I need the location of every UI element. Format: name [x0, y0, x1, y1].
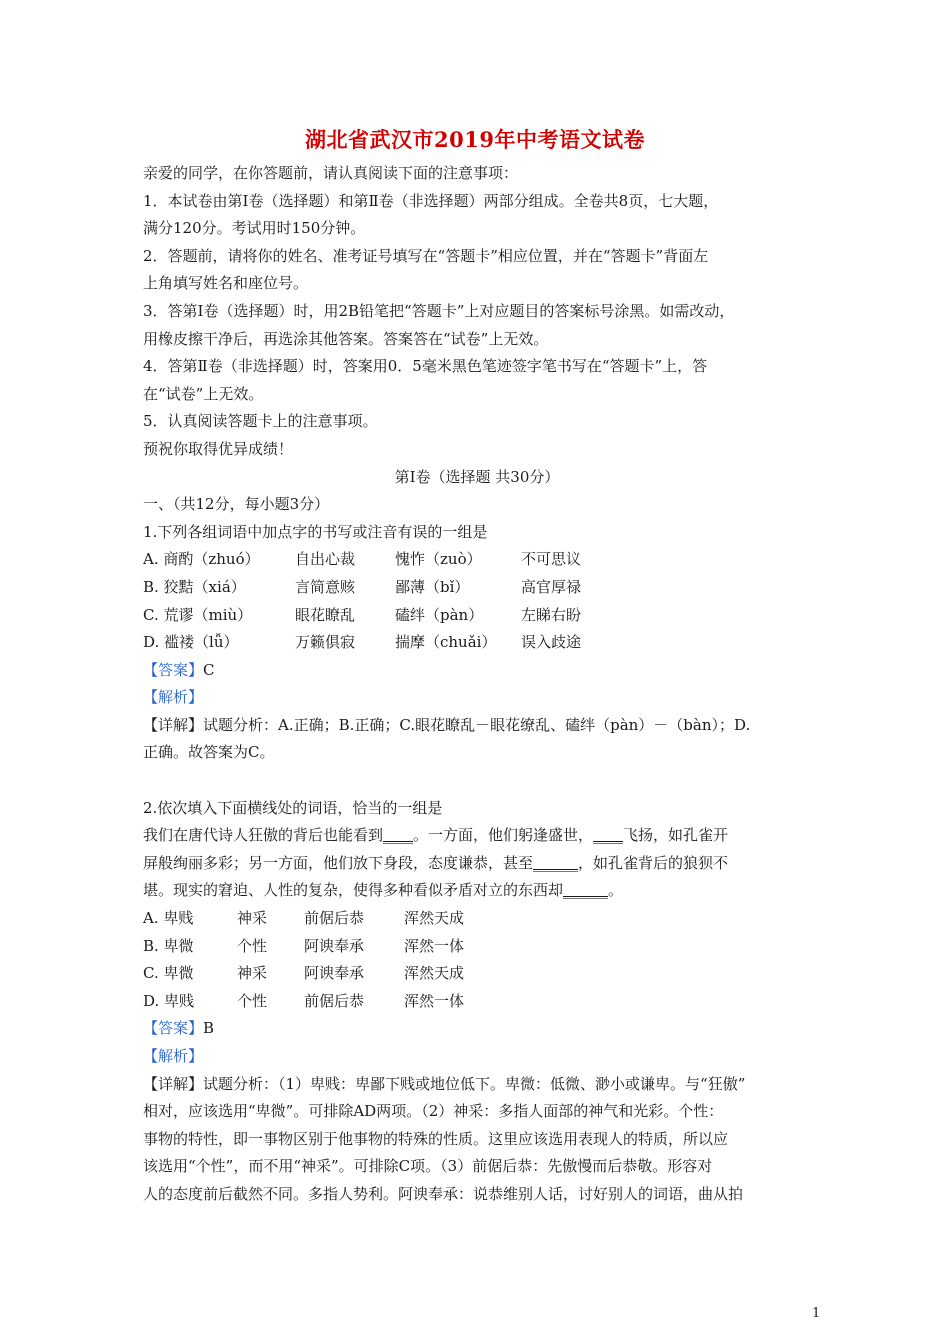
intro-greeting: 亲爱的同学，在你答题前，请认真阅读下面的注意事项：	[143, 164, 519, 182]
question-1-option-b	[143, 574, 811, 602]
option-col: C. 卑微	[143, 964, 194, 983]
option-col: B. 狡黠（xiá）	[143, 577, 246, 596]
intro-closing: 预祝你取得优异成绩！	[143, 439, 294, 458]
passage-text: 我们在唐代诗人狂傲的背后也能看到	[143, 826, 384, 845]
passage-text: 堪。现实的窘迫、人性的复杂，使得多种看似矛盾对立的东西却	[143, 881, 564, 900]
question-2-passage-line	[143, 877, 811, 905]
question-2-detail: 【详解】试题分析：（1）卑贱：卑鄙下贱或地位低下。卑微：低微、渺小或谦卑。与“狂傲”	[143, 1074, 746, 1093]
intro-line: 3．答第Ⅰ卷（选择题）时，用2B铅笔把“答题卡”上对应题目的答案标号涂黑。如需改动，	[143, 301, 735, 320]
blank-4: ______	[563, 881, 609, 900]
question-2-answer	[143, 1015, 811, 1043]
question-2-detail: 事物的特性，即一事物区别于他事物的特殊的性质。这里应该选用表现人的特质，所以应	[143, 1129, 729, 1148]
answer-tag: 【答案】	[143, 1019, 204, 1038]
option-col: A. 商酌（zhuó）	[143, 550, 260, 569]
option-col: 自出心裁	[295, 550, 356, 569]
question-2-analysis-tag: 【解析】	[143, 1047, 204, 1065]
question-1-detail: 正确。故答案为C。	[143, 743, 275, 762]
option-col: 左睇右盼	[521, 605, 582, 624]
question-2-passage-line	[143, 850, 811, 878]
intro-line: 1．本试卷由第Ⅰ卷（选择题）和第Ⅱ卷（非选择题）两部分组成。全卷共8页，七大题，	[143, 191, 719, 210]
question-1-option-a	[143, 546, 811, 574]
question-2-option-b	[143, 933, 811, 961]
option-col: 神采	[237, 909, 268, 928]
option-col: 浑然一体	[404, 936, 465, 955]
question-2-detail: 该选用“个性”，而不用“神采”。可排除C项。（3）前倨后恭：先傲慢而后恭敬。形容对	[143, 1157, 713, 1176]
question-2-option-d	[143, 988, 811, 1016]
blank-1: ____	[383, 826, 414, 845]
passage-text: ，如孔雀背后的狼狈不	[578, 853, 729, 872]
question-1-option-d	[143, 629, 811, 657]
option-col: 浑然一体	[404, 991, 465, 1010]
question-1-detail: 【详解】试题分析：A.正确；B.正确；C.眼花瞭乱－眼花缭乱、磕绊（pàn）－（bàn）；D.	[143, 715, 751, 734]
question-2-detail: 相对，应该选用“卑微”。可排除AD两项。（2）神采：多指人面部的神气和光彩。个性：	[143, 1102, 724, 1121]
option-col: 不可思议	[521, 550, 582, 569]
question-2-option-a	[143, 905, 811, 933]
option-col: 愧怍（zuò）	[395, 550, 482, 569]
option-col: 鄙薄（bǐ）	[395, 577, 470, 596]
question-2-option-c	[143, 960, 811, 988]
option-col: A. 卑贱	[143, 909, 194, 928]
intro-line: 在“试卷”上无效。	[143, 384, 264, 403]
answer-tag: 【答案】	[143, 660, 204, 679]
option-col: 高官厚禄	[521, 577, 582, 596]
passage-text: 飞扬，如孔雀开	[623, 826, 729, 845]
question-2-stem: 2.依次填入下面横线处的词语，恰当的一组是	[143, 798, 443, 817]
option-col: 磕绊（pàn）	[395, 605, 484, 624]
question-1-option-c	[143, 602, 811, 630]
answer-value: B	[203, 1019, 215, 1038]
passage-text: 。一方面，他们躬逢盛世，	[413, 826, 594, 845]
page-title: 湖北省武汉市2019年中考语文试卷	[305, 127, 645, 152]
passage-text: 。	[608, 881, 624, 900]
answer-value: C	[203, 660, 215, 679]
intro-line: 满分120分。考试用时150分钟。	[143, 219, 366, 238]
document-body	[143, 160, 811, 1209]
option-col: D. 卑贱	[143, 991, 195, 1010]
option-col: 浑然天成	[404, 964, 465, 983]
option-col: 浑然天成	[404, 909, 465, 928]
option-col: 神采	[237, 964, 268, 983]
intro-line: 上角填写姓名和座位号。	[143, 274, 309, 293]
option-col: 个性	[237, 936, 268, 955]
option-col: 揣摩（chuǎi）	[395, 633, 497, 652]
intro-line: 5．认真阅读答题卡上的注意事项。	[143, 412, 378, 431]
question-1-stem: 1.下列各组词语中加点字的书写或注音有误的一组是	[143, 522, 488, 541]
question-2-detail: 人的态度前后截然不同。多指人势利。阿谀奉承：说恭维别人话，讨好别人的词语，曲从拍	[143, 1184, 744, 1203]
option-col: 阿谀奉承	[304, 936, 365, 955]
blank-2: ____	[593, 826, 624, 845]
passage-text: 屏般绚丽多彩；另一方面，他们放下身段，态度谦恭，甚至	[143, 853, 534, 872]
page-number: 1	[812, 1306, 821, 1321]
option-col: 阿谀奉承	[304, 964, 365, 983]
option-col: 前倨后恭	[304, 909, 365, 928]
question-2-passage-line	[143, 822, 811, 850]
intro-line: 用橡皮擦干净后，再选涂其他答案。答案答在“试卷”上无效。	[143, 329, 549, 348]
spacer	[143, 767, 811, 795]
question-1-analysis-tag: 【解析】	[143, 688, 204, 707]
option-col: D. 褴褛（lǚ）	[143, 633, 239, 652]
option-col: 个性	[237, 991, 268, 1010]
section-heading: 第Ⅰ卷（选择题 共30分）	[394, 467, 560, 486]
option-col: 言简意赅	[295, 577, 356, 596]
option-col: C. 荒谬（miù）	[143, 605, 253, 624]
option-col: 万籁俱寂	[295, 633, 356, 652]
option-col: B. 卑微	[143, 936, 194, 955]
intro-line: 4．答第Ⅱ卷（非选择题）时，答案用0．5毫米黑色笔迹签字笔书写在“答题卡”上，答	[143, 357, 708, 376]
intro-line: 2．答题前，请将你的姓名、准考证号填写在“答题卡”相应位置，并在“答题卡”背面左	[143, 246, 709, 265]
question-1-answer	[143, 657, 811, 685]
option-col: 前倨后恭	[304, 991, 365, 1010]
blank-3: ______	[533, 853, 579, 872]
part-heading: 一、（共12分，每小题3分）	[143, 495, 330, 514]
option-col: 眼花瞭乱	[295, 605, 356, 624]
option-col: 误入歧途	[521, 633, 582, 652]
